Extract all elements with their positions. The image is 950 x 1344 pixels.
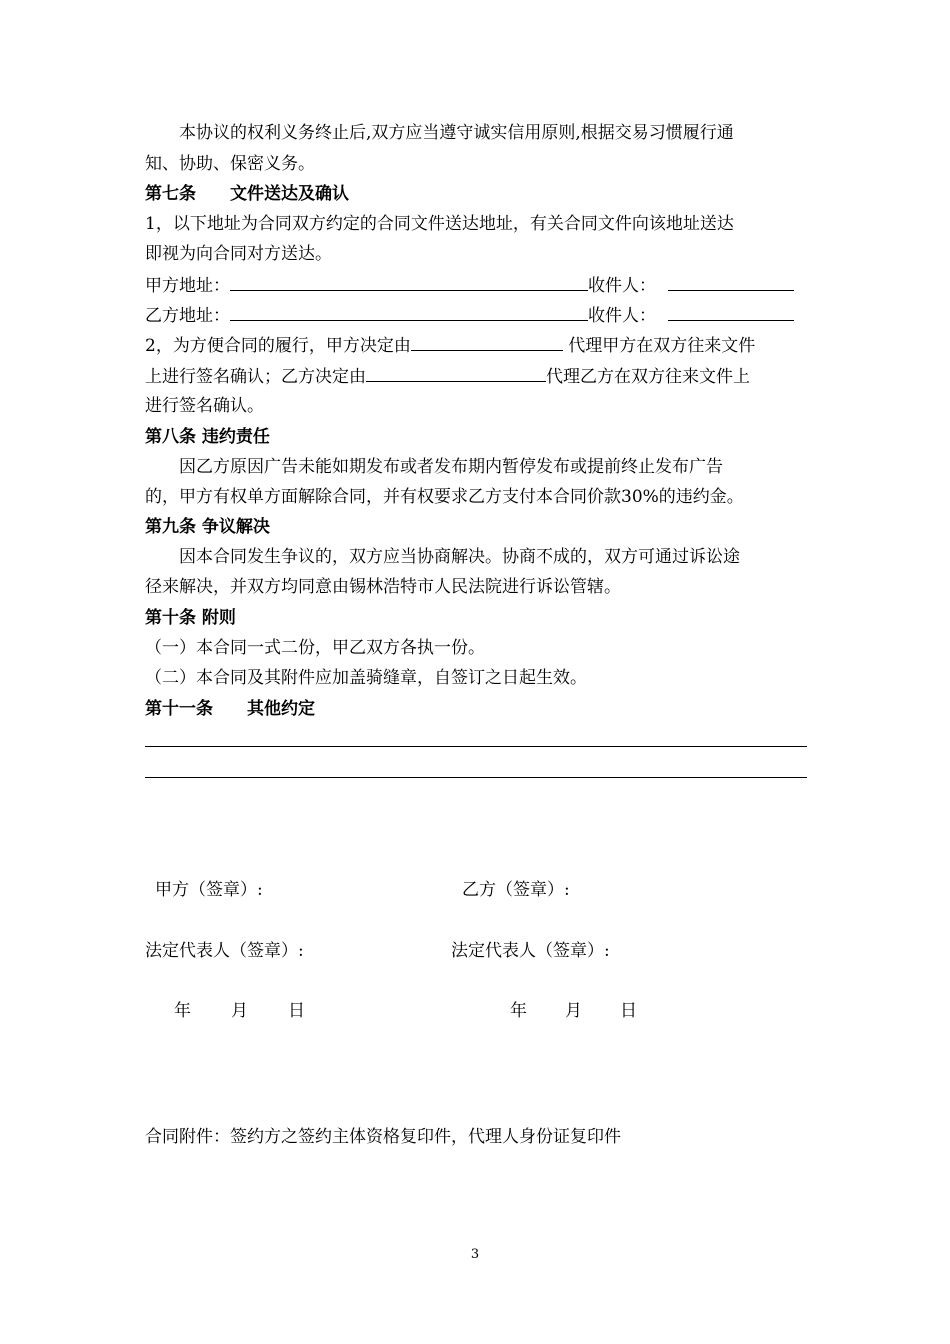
party-b-recipient-label: 收件人： bbox=[588, 306, 656, 326]
party-b-date-month: 月 bbox=[565, 1001, 582, 1021]
party-b-date-year: 年 bbox=[510, 1001, 527, 1021]
party-a-address-row bbox=[145, 274, 807, 297]
article-8-line-2: 的，甲方有权单方面解除合同，并有权要求乙方支付本合同价款30%的违约金。 bbox=[145, 487, 744, 507]
other-terms-blank-line-1[interactable] bbox=[145, 746, 807, 747]
article-7-title: 文件送达及确认 bbox=[230, 184, 349, 204]
article-7-item-1-line-2: 即视为向合同对方送达。 bbox=[145, 244, 332, 264]
party-b-signature-label: 乙方（签章）: bbox=[462, 880, 570, 900]
party-a-recipient-field[interactable] bbox=[668, 274, 794, 291]
attachment-note: 合同附件：签约方之签约主体资格复印件，代理人身份证复印件 bbox=[145, 1127, 621, 1147]
article-8-line-1: 因乙方原因广告未能如期发布或者发布期内暂停发布或提前终止发布广告 bbox=[179, 457, 723, 477]
party-a-date-day: 日 bbox=[288, 1001, 305, 1021]
item-2-line-2-text-a: 上进行签名确认；乙方决定由 bbox=[145, 367, 366, 387]
party-a-date-year: 年 bbox=[174, 1001, 191, 1021]
article-10-item-2: （二）本合同及其附件应加盖骑缝章，自签订之日起生效。 bbox=[145, 668, 587, 688]
party-a-recipient-label: 收件人： bbox=[588, 276, 656, 296]
party-a-date-month: 月 bbox=[231, 1001, 248, 1021]
article-7-item-2-line-1 bbox=[145, 334, 807, 357]
article-7-item-2-line-2 bbox=[145, 365, 807, 388]
article-9-heading: 第九条 争议解决 bbox=[145, 517, 270, 537]
article-11-heading bbox=[145, 698, 807, 720]
article-8-heading: 第八条 违约责任 bbox=[145, 427, 270, 447]
article-10-item-1: （一）本合同一式二份，甲乙双方各执一份。 bbox=[145, 638, 485, 658]
article-9-line-1: 因本合同发生争议的，双方应当协商解决。协商不成的，双方可通过诉讼途 bbox=[179, 547, 740, 567]
party-a-agent-field[interactable] bbox=[411, 334, 563, 351]
party-a-signature-label: 甲方（签章）: bbox=[155, 880, 263, 900]
party-b-agent-field[interactable] bbox=[366, 365, 546, 382]
item-2-line-2-text-b: 代理乙方在双方往来文件上 bbox=[546, 367, 750, 387]
page-number: 3 bbox=[470, 1247, 480, 1262]
party-b-date bbox=[510, 1000, 637, 1022]
party-a-date bbox=[174, 1000, 305, 1022]
article-7-item-1-line-1: 1，以下地址为合同双方约定的合同文件送达地址，有关合同文件向该地址送达 bbox=[145, 214, 734, 234]
paragraph-obligations-line-2: 知、协助、保密义务。 bbox=[145, 154, 315, 174]
item-2-line-1-text-a: 2，为方便合同的履行，甲方决定由 bbox=[145, 336, 411, 356]
party-b-recipient-field[interactable] bbox=[668, 304, 794, 321]
article-11-number: 第十一条 bbox=[145, 699, 213, 719]
party-b-date-day: 日 bbox=[620, 1001, 637, 1021]
party-b-address-row bbox=[145, 304, 807, 327]
other-terms-blank-line-2[interactable] bbox=[145, 777, 807, 778]
party-a-representative-label: 法定代表人（签章）: bbox=[145, 941, 304, 961]
article-7-number: 第七条 bbox=[145, 184, 196, 204]
article-9-line-2: 径来解决，并双方均同意由锡林浩特市人民法院进行诉讼管辖。 bbox=[145, 577, 621, 597]
article-10-heading: 第十条 附则 bbox=[145, 608, 236, 628]
article-7-item-2-line-3: 进行签名确认。 bbox=[145, 396, 264, 416]
party-a-address-field[interactable] bbox=[230, 274, 588, 291]
article-7-heading bbox=[145, 183, 807, 205]
party-b-address-label: 乙方地址： bbox=[145, 306, 230, 326]
party-b-address-field[interactable] bbox=[230, 304, 588, 321]
article-11-title: 其他约定 bbox=[247, 699, 315, 719]
item-2-line-1-text-b: 代理甲方在双方往来文件 bbox=[562, 336, 756, 356]
party-a-address-label: 甲方地址： bbox=[145, 276, 230, 296]
paragraph-obligations-line-1: 本协议的权利义务终止后,双方应当遵守诚实信用原则,根据交易习惯履行通 bbox=[179, 123, 734, 143]
party-b-representative-label: 法定代表人（签章）: bbox=[451, 941, 610, 961]
